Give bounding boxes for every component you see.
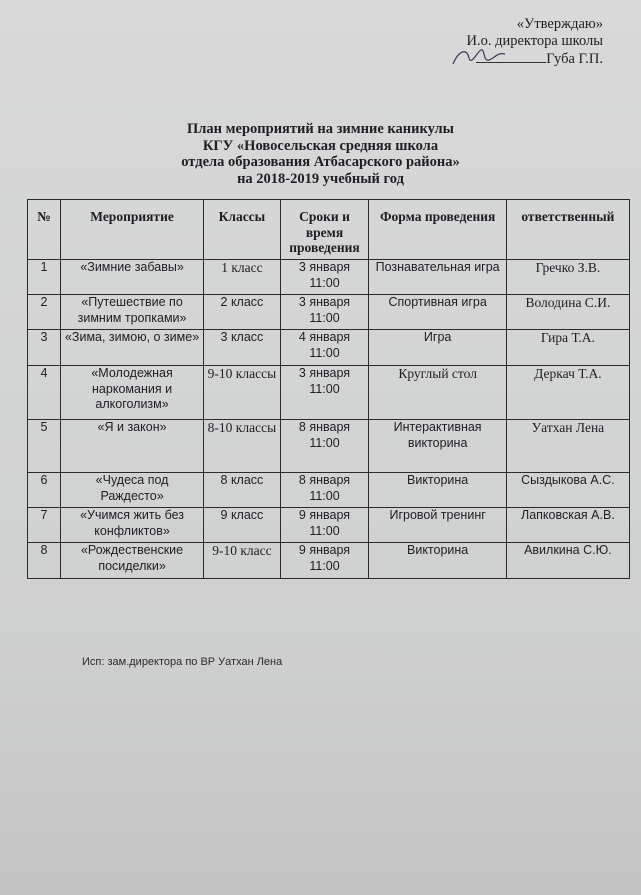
header-event: Мероприятие [60, 200, 203, 260]
table-row [28, 420, 630, 473]
cell-date [280, 330, 369, 366]
cell-classes: 9 класс [204, 508, 280, 543]
cell-responsible: Авилкина С.Ю. [506, 543, 629, 579]
cell-form: Игра [369, 330, 506, 366]
cell-date-time: 11:00 [309, 488, 340, 503]
table-row [28, 295, 630, 330]
cell-num: 4 [28, 366, 61, 420]
cell-responsible: Гречко З.В. [506, 260, 629, 295]
document-title [0, 121, 641, 187]
cell-form: Интерактивная викторина [369, 420, 506, 473]
cell-responsible: Володина С.И. [506, 295, 629, 330]
cell-date [280, 295, 369, 330]
cell-event: «Я и закон» [60, 420, 203, 473]
table-row [28, 260, 630, 295]
cell-responsible: Уатхан Лена [506, 420, 629, 473]
cell-date-day: 3 января [298, 366, 351, 380]
cell-num: 8 [28, 543, 61, 579]
cell-event: «Рождественские посиделки» [60, 543, 203, 579]
cell-date-day: 3 января [298, 260, 351, 274]
cell-date-time: 11:00 [309, 523, 340, 538]
cell-date [280, 508, 369, 543]
header-num: № [28, 200, 61, 260]
table-row [28, 508, 630, 543]
cell-form: Круглый стол [369, 366, 506, 420]
cell-date-day: 9 января [298, 543, 351, 557]
table-row [28, 543, 630, 579]
signature-scribble-icon [449, 44, 509, 70]
cell-date-time: 11:00 [309, 275, 340, 290]
cell-responsible: Гира Т.А. [506, 330, 629, 366]
cell-event: «Молодежная наркомания и алкоголизм» [60, 366, 203, 420]
cell-num: 6 [28, 473, 61, 508]
title-line-2: КГУ «Новосельская средняя школа [202, 137, 439, 154]
table-row [28, 366, 630, 420]
cell-classes: 9-10 классы [204, 366, 280, 420]
cell-form: Викторина [369, 473, 506, 508]
cell-num: 3 [28, 330, 61, 366]
cell-classes: 3 класс [204, 330, 280, 366]
events-table [27, 199, 630, 579]
approval-position: И.о. директора школы [466, 33, 603, 49]
cell-event: «Путешествие по зимним тропками» [60, 295, 203, 330]
cell-date-time: 11:00 [309, 558, 340, 573]
cell-date-day: 4 января [298, 330, 351, 344]
header-classes: Классы [204, 200, 280, 260]
executor-note: Исп: зам.директора по ВР Уатхан Лена [82, 656, 283, 668]
cell-num: 1 [28, 260, 61, 295]
title-line-4: на 2018-2019 учебный год [237, 170, 404, 187]
cell-responsible: Сыздыкова А.С. [506, 473, 629, 508]
cell-num: 7 [28, 508, 61, 543]
cell-classes: 8-10 классы [204, 420, 280, 473]
table-row [28, 330, 630, 366]
table-row [28, 473, 630, 508]
cell-date-time: 11:00 [309, 381, 340, 396]
cell-form: Познавательная игра [369, 260, 506, 295]
cell-date [280, 420, 369, 473]
cell-date [280, 366, 369, 420]
cell-form: Спортивная игра [369, 295, 506, 330]
approval-heading: «Утверждаю» [516, 16, 603, 32]
cell-date-time: 11:00 [309, 345, 340, 360]
cell-date [280, 260, 369, 295]
cell-date-day: 8 января [298, 420, 351, 434]
cell-num: 5 [28, 420, 61, 473]
title-line-1: План мероприятий на зимние каникулы [187, 121, 454, 137]
cell-classes: 9-10 класс [204, 543, 280, 579]
approval-signature-row [423, 50, 603, 68]
cell-event: «Зимние забавы» [60, 260, 203, 295]
cell-responsible: Лапковская А.В. [506, 508, 629, 543]
cell-date-time: 11:00 [309, 435, 340, 450]
approval-name: Губа Г.П. [546, 51, 603, 67]
header-date: Сроки и время проведения [280, 200, 369, 260]
cell-event: «Чудеса под Раждесто» [60, 473, 203, 508]
cell-date [280, 543, 369, 579]
cell-date-time: 11:00 [309, 310, 340, 325]
cell-date-day: 3 января [298, 295, 351, 309]
cell-date [280, 473, 369, 508]
cell-classes: 2 класс [204, 295, 280, 330]
cell-classes: 8 класс [204, 473, 280, 508]
header-responsible: ответственный [506, 200, 629, 260]
cell-form: Викторина [369, 543, 506, 579]
cell-num: 2 [28, 295, 61, 330]
title-line-3: отдела образования Атбасарского района» [181, 154, 460, 170]
cell-date-day: 8 января [298, 473, 351, 487]
cell-date-day: 9 января [298, 508, 351, 522]
cell-responsible: Деркач Т.А. [506, 366, 629, 420]
cell-classes: 1 класс [204, 260, 280, 295]
cell-event: «Учимся жить без конфликтов» [60, 508, 203, 543]
header-form: Форма проведения [369, 200, 506, 260]
cell-form: Игровой тренинг [369, 508, 506, 543]
approval-block [423, 16, 603, 68]
table-header-row [28, 200, 630, 260]
cell-event: «Зима, зимою, о зиме» [60, 330, 203, 366]
